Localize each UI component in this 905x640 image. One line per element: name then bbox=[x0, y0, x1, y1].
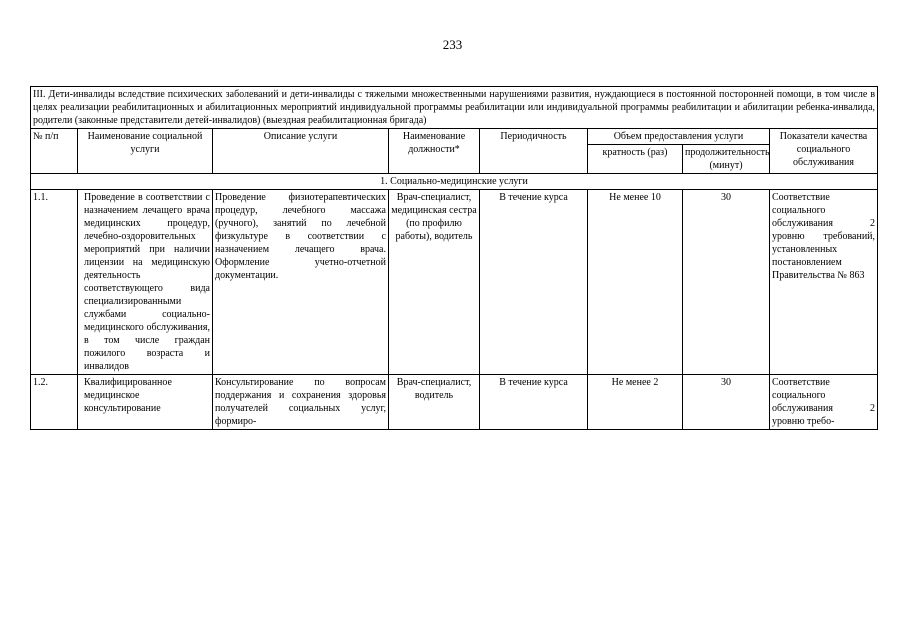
row-num: 1.2. bbox=[31, 375, 78, 430]
row-duration: 30 bbox=[683, 190, 770, 375]
row-duration: 30 bbox=[683, 375, 770, 430]
row-multiplicity: Не менее 10 bbox=[588, 190, 683, 375]
header-periodicity: Периодичность bbox=[480, 129, 588, 174]
row-service-name: Квалифицированное медицинское консультирование bbox=[78, 375, 213, 430]
row-periodicity: В течение курса bbox=[480, 375, 588, 430]
header-volume: Объем предоставления услуги bbox=[588, 129, 770, 145]
header-duration: продолжительность (минут) bbox=[683, 145, 770, 174]
row-description: Консультирование по вопросам поддержания и сохранения здоровья получателей социальных услуг, формиро- bbox=[213, 375, 389, 430]
header-row bbox=[31, 129, 878, 145]
header-service-name: Наименование социальной услуги bbox=[78, 129, 213, 174]
section-title: 1. Социально-медицинские услуги bbox=[31, 174, 878, 190]
page-number: 233 bbox=[442, 37, 463, 52]
row-position: Врач-специалист, водитель bbox=[389, 375, 480, 430]
header-multiplicity: кратность (раз) bbox=[588, 145, 683, 174]
row-description: Проведение физиотерапевтических процедур, лечебного массажа (ручного), занятий по лечебной физкультуре в соответствии с назначением лечащего врача. Оформление учетно-отчетной документации. bbox=[213, 190, 389, 375]
row-num: 1.1. bbox=[31, 190, 78, 375]
services-table bbox=[30, 86, 878, 430]
header-description: Описание услуги bbox=[213, 129, 389, 174]
intro-row bbox=[31, 87, 878, 129]
header-quality: Показатели качества социального обслуживания bbox=[770, 129, 878, 174]
row-periodicity: В течение курса bbox=[480, 190, 588, 375]
row-quality: Соответствие социального обслуживания 2 уровню требований, установленных постановлением Правительства № 863 bbox=[770, 190, 878, 375]
row-position: Врач-специалист, медицинская сестра (по профилю работы), водитель bbox=[389, 190, 480, 375]
header-position: Наименование должности* bbox=[389, 129, 480, 174]
header-num: № п/п bbox=[31, 129, 78, 174]
section-row bbox=[31, 174, 878, 190]
table-row bbox=[31, 375, 878, 430]
table-row bbox=[31, 190, 878, 375]
row-multiplicity: Не менее 2 bbox=[588, 375, 683, 430]
category-description: III. Дети-инвалиды вследствие психических заболеваний и дети-инвалиды с тяжелыми множественными нарушениями развития, нуждающиеся в постоянной посторонней помощи, в том числе в целях реализации реабилитационных и абилитационных мероприятий индивидуальной программы реабилитации или индивидуальной программы реабилитации и абилитации ребенка-инвалида, родители (законные представители детей-инвалидов) (выездная реабилитационная бригада) bbox=[31, 87, 878, 129]
row-service-name: Проведение в соответствии с назначением лечащего врача медицинских процедур, лечебно-оздоровительных мероприятий при наличии лицензии на медицинскую деятельность соответствующего вида специализированными службами социально-медицинского обслуживания, в том числе граждан пожилого возраста и инвалидов bbox=[78, 190, 213, 375]
row-quality: Соответствие социального обслуживания 2 уровню требо- bbox=[770, 375, 878, 430]
